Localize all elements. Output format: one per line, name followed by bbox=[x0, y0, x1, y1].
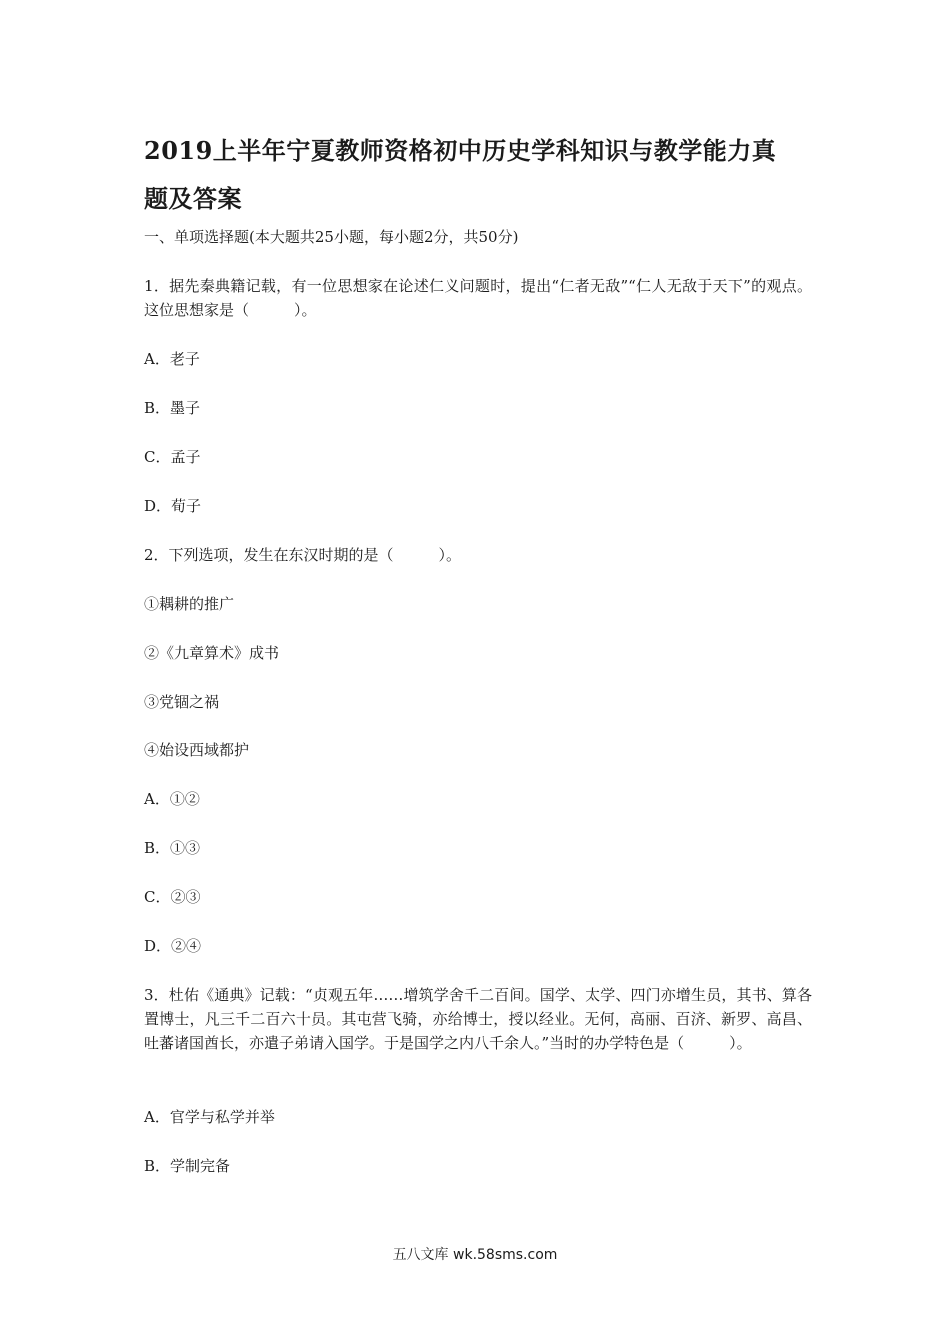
document-title-line-1: 2019上半年宁夏教师资格初中历史学科知识与教学能力真 bbox=[144, 136, 777, 165]
question-3-option-a: A．官学与私学并举 bbox=[144, 1108, 275, 1126]
question-3-option-b: B．学制完备 bbox=[144, 1157, 231, 1175]
question-1-option-d: D．荀子 bbox=[144, 497, 202, 515]
question-3-stem: 3．杜佑《通典》记载：“贞观五年……增筑学舍千二百间。国学、太学、四门亦增生员，其书、算各置博士，凡三千二百六十员。其屯营飞骑，亦给博士，授以经业。无何，高丽、百济、新罗、高昌、吐蕃诸国酋长，亦遣子弟请入国学。于是国学之内八千余人。”当时的办学特色是（ ）。 bbox=[144, 986, 812, 1052]
question-2-item-1: ①耦耕的推广 bbox=[144, 595, 235, 613]
question-2-item-3: ③党锢之祸 bbox=[144, 693, 220, 711]
question-2-option-a: A．①② bbox=[144, 790, 200, 808]
question-1-stem: 1．据先秦典籍记载，有一位思想家在论述仁义问题时，提出“仁者无敌”“仁人无敌于天下”的观点。这位思想家是（ ）。 bbox=[144, 277, 812, 319]
question-2-item-2: ②《九章算术》成书 bbox=[144, 644, 280, 662]
question-2-stem: 2．下列选项，发生在东汉时期的是（ ）。 bbox=[144, 546, 462, 564]
question-2-option-d: D．②④ bbox=[144, 937, 202, 955]
question-1-option-a: A．老子 bbox=[144, 350, 200, 368]
document-title-line-2: 题及答案 bbox=[144, 184, 242, 213]
footer-watermark: 五八文库 wk.58sms.com bbox=[392, 1247, 558, 1263]
question-1-option-b: B．墨子 bbox=[144, 399, 201, 417]
question-2-option-b: B．①③ bbox=[144, 839, 201, 857]
section-heading: 一、单项选择题(本大题共25小题，每小题2分，共50分) bbox=[144, 228, 519, 246]
question-2-item-4: ④始设西域都护 bbox=[144, 741, 250, 759]
question-1-option-c: C．孟子 bbox=[144, 448, 201, 466]
question-2-option-c: C．②③ bbox=[144, 888, 201, 906]
